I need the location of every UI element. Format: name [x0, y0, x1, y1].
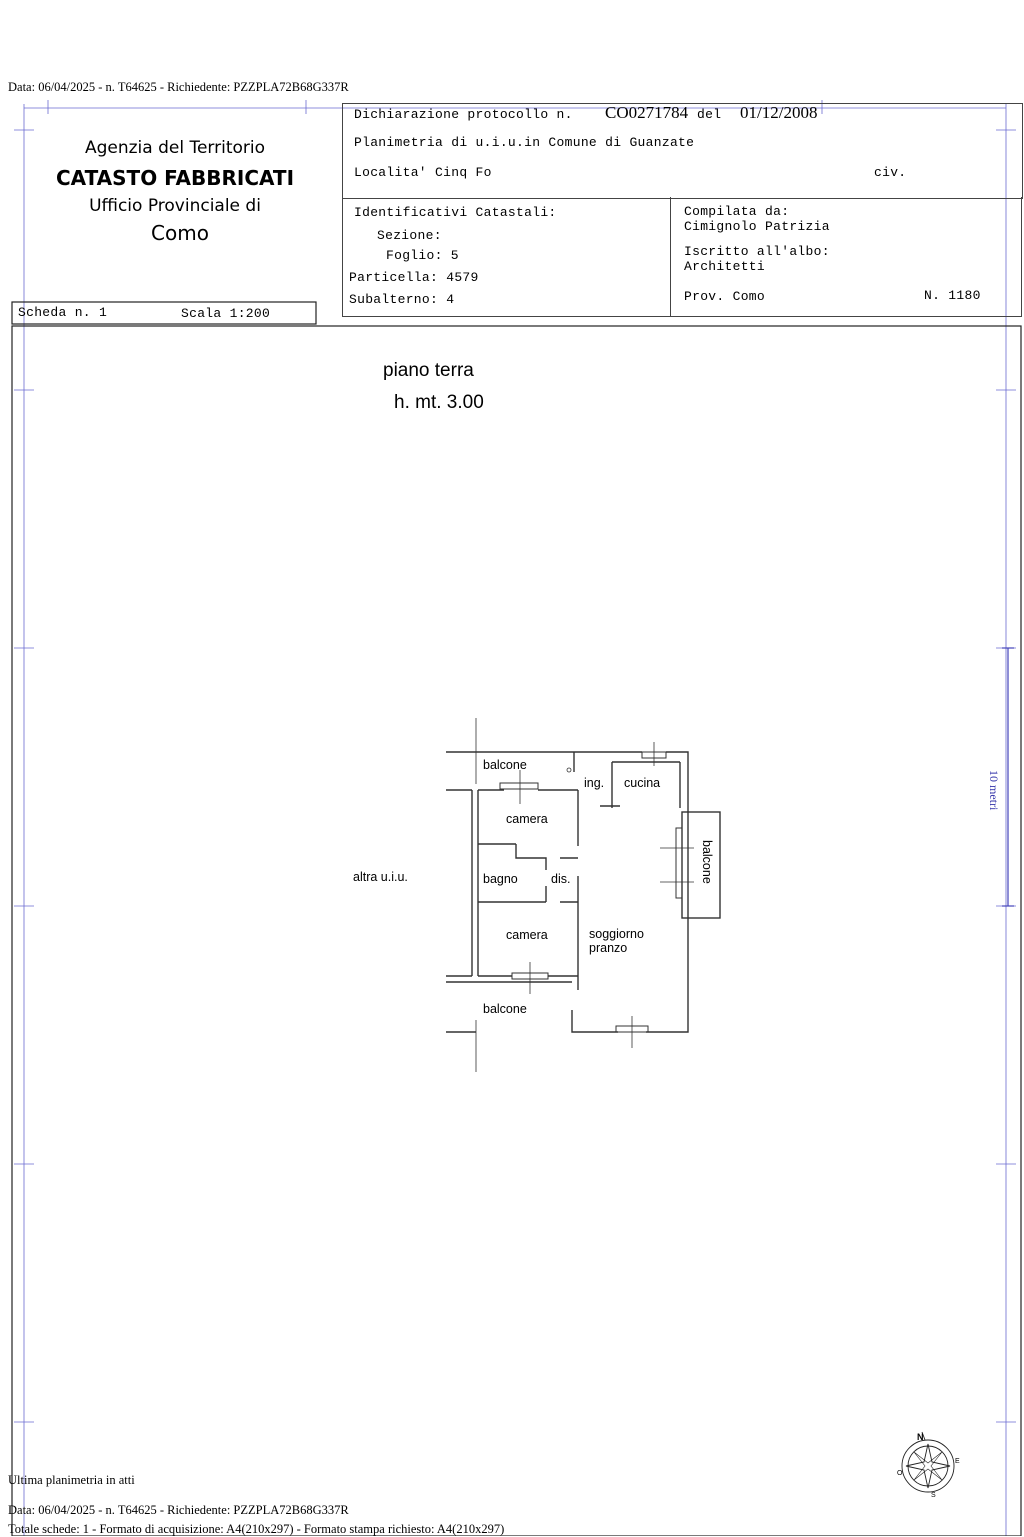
protocol-number: CO0271784: [605, 103, 689, 122]
registration-number: N. 1180: [924, 288, 981, 303]
room-camera-1: camera: [506, 812, 548, 826]
compilata-label: Compilata da:: [684, 204, 790, 219]
room-balcone-bottom: balcone: [483, 1002, 527, 1016]
compilata-name: Cimignolo Patrizia: [684, 219, 830, 234]
room-pranzo: pranzo: [589, 941, 628, 955]
agency-name: Agenzia del Territorio: [84, 138, 266, 158]
request-line-top: Data: 06/04/2025 - n. T64625 - Richiedente: PZZPLA72B68G337R: [8, 80, 349, 94]
main-frame: [12, 302, 1021, 1536]
room-cucina: cucina: [624, 776, 661, 790]
label-altra-uiu: altra u.i.u.: [353, 870, 408, 884]
room-balcone-right: balcone: [700, 840, 714, 884]
albo-value: Architetti: [684, 259, 766, 274]
sezione: Sezione:: [377, 228, 442, 243]
room-bagno: bagno: [483, 872, 518, 886]
compass-s: S: [931, 1492, 936, 1499]
particella: Particella: 4579: [349, 270, 479, 285]
room-soggiorno: soggiorno: [589, 927, 644, 941]
scheda-label: Scheda n. 1: [18, 305, 108, 320]
floor-title: piano terra: [383, 360, 474, 381]
prov-value: Prov. Como: [684, 289, 766, 304]
foglio: Foglio: 5: [386, 248, 459, 263]
compass-o: O: [897, 1470, 903, 1477]
subalterno: Subalterno: 4: [349, 292, 455, 307]
compass-rose: [902, 1432, 954, 1492]
del-label: del: [697, 107, 722, 122]
agency-catasto: CATASTO FABBRICATI: [55, 166, 295, 190]
request-line-bottom: Data: 06/04/2025 - n. T64625 - Richiedente: PZZPLA72B68G337R: [8, 1503, 349, 1517]
scale-bar-label: 10 metri: [987, 770, 1001, 811]
room-balcone-top: balcone: [483, 758, 527, 772]
agency-office: Ufficio Provinciale di: [89, 196, 261, 216]
floor-height: h. mt. 3.00: [394, 392, 484, 413]
room-disimpegno: dis.: [551, 872, 571, 886]
protocol-date: 01/12/2008: [740, 103, 818, 122]
compass-n: N: [917, 1432, 924, 1442]
ultima-planimetria: Ultima planimetria in atti: [8, 1473, 135, 1487]
room-camera-2: camera: [506, 928, 548, 942]
scale-bar: [1002, 648, 1014, 906]
agency-city: Como: [151, 221, 209, 245]
planimetria-line: Planimetria di u.i.u.in Comune di Guanzate: [354, 135, 695, 150]
room-ingresso: ing.: [584, 776, 605, 790]
identificativi-title: Identificativi Catastali:: [354, 205, 557, 220]
civ-label: civ.: [874, 165, 907, 180]
scala-label: Scala 1:200: [181, 306, 271, 321]
totale-schede: Totale schede: 1 - Formato di acquisizione: A4(210x297) - Formato stampa richiesto: A4(210x297): [8, 1522, 505, 1536]
compass-e: E: [955, 1458, 960, 1465]
declaration-label: Dichiarazione protocollo n.: [354, 107, 573, 122]
albo-label: Iscritto all'albo:: [684, 244, 830, 259]
localita-line: Localita' Cinq Fo: [354, 165, 492, 180]
